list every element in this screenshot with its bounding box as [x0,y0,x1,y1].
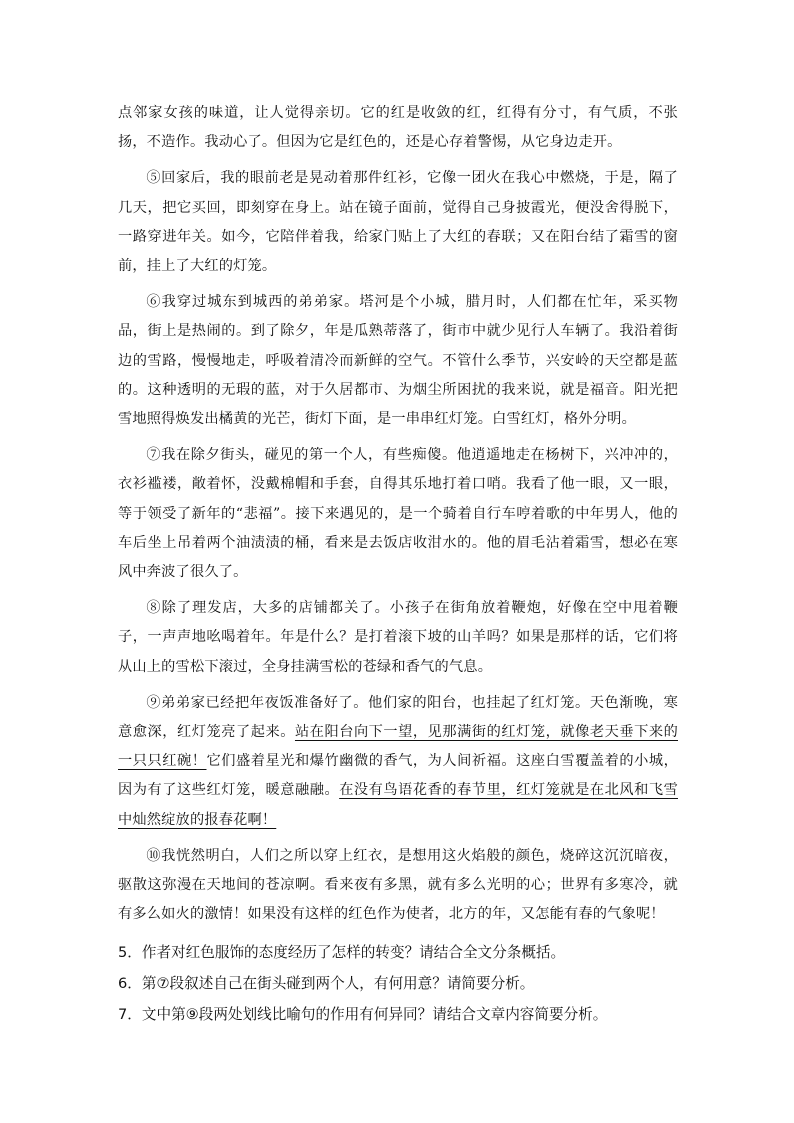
paragraph-9-text-a: ⑨弟弟家已经把年夜饭准备好了。他们家的阳台，也挂起了红灯笼。天色渐晚，寒意愈深，红灯笼亮了起来。 [118,694,678,741]
question-7: 7．文中第⑨段两处划线比喻句的作用有何异同？请结合文章内容简要分析。 [118,1006,608,1023]
paragraph-5: ⑤回家后，我的眼前老是晃动着那件红衫，它像一团火在我心中燃烧，于是，隔了几天，把它买回，即刻穿在身上。站在镜子面前，觉得自己身披霞光，便没舍得脱下，一路穿进年关。如今，它陪伴着我，给家门贴上了大红的春联；又在阳台结了霜雪的窗前，挂上了大红的灯笼。 [118,170,678,275]
question-6: 6．第⑦段叙述自己在街头碰到两个人，有何用意？请简要分析。 [118,975,535,992]
paragraph-7: ⑦我在除夕街头，碰见的第一个人，有些痴傻。他逍遥地走在杨树下，兴冲冲的，衣衫褴褛，敞着怀，没戴棉帽和手套，自得其乐地打着口哨。我看了他一眼，又一眼，等于领受了新年的“悲福”。接下来遇见的，是一个骑着自行车哼着歌的中年男人，他的车后坐上吊着两个油渍渍的桶，看来是去饭店收泔水的。他的眉毛沾着霜雪，想必在寒风中奔波了很久了。 [118,447,678,581]
paragraph-9 [118,689,678,835]
question-5: 5．作者对红色服饰的态度经历了怎样的转变？请结合全文分条概括。 [118,944,566,961]
paragraph-continued: 点邻家女孩的味道，让人觉得亲切。它的红是收敛的红，红得有分寸，有气质，不张扬，不造作。我动心了。但因为它是红色的，还是心存着警惕，从它身边走开。 [118,105,678,151]
paragraph-9-text-c: 它们盛着星光和爆竹幽微的香气，为人间祈福。这座白雪覆盖着的小城，因为有了这些红灯笼，暖意融融。 [118,753,679,799]
essay-body [118,99,678,929]
paragraph-10: ⑩我恍然明白，人们之所以穿上红衣，是想用这火焰般的颜色，烧碎这沉沉暗夜，驱散这弥漫在天地间的苍凉啊。看来夜有多黑，就有多么光明的心；世界有多寒冷，就有多么如火的激情！如果没有这样的红色作为使者，北方的年，又怎能有春的气象呢！ [118,847,678,923]
underlined-metaphor-2: 在没有鸟语花香的春节里，红灯笼就是在北风和飞雪中灿然绽放的报春花啊！ [118,782,678,828]
paragraph-8: ⑧除了理发店，大多的店铺都关了。小孩子在街角放着鞭炮，好像在空中甩着鞭子，一声声地吆喝着年。年是什么？是打着滚下坡的山羊吗？如果是那样的话，它们将从山上的雪松下滚过，全身挂满雪松的苍绿和香气的气息。 [118,600,678,675]
paragraph-6: ⑥我穿过城东到城西的弟弟家。塔河是个小城，腊月时，人们都在忙年，采买物品，街上是热闹的。到了除夕，年是瓜熟蒂落了，街市中就少见行人车辆了。我沿着街边的雪路，慢慢地走，呼吸着清冷而新鲜的空气。不管什么季节，兴安岭的天空都是蓝的。这种透明的无瑕的蓝，对于久居都市、为烟尘所困扰的我来说，就是福音。阳光把雪地照得焕发出橘黄的光芒，街灯下面，是一串串红灯笼。白雪红灯，格外分明。 [118,294,678,428]
underlined-metaphor-1: 站在阳台向下一望，见那满街的红灯笼，就像老天垂下来的一只只红碗！ [118,724,678,770]
question-list [118,937,678,1030]
